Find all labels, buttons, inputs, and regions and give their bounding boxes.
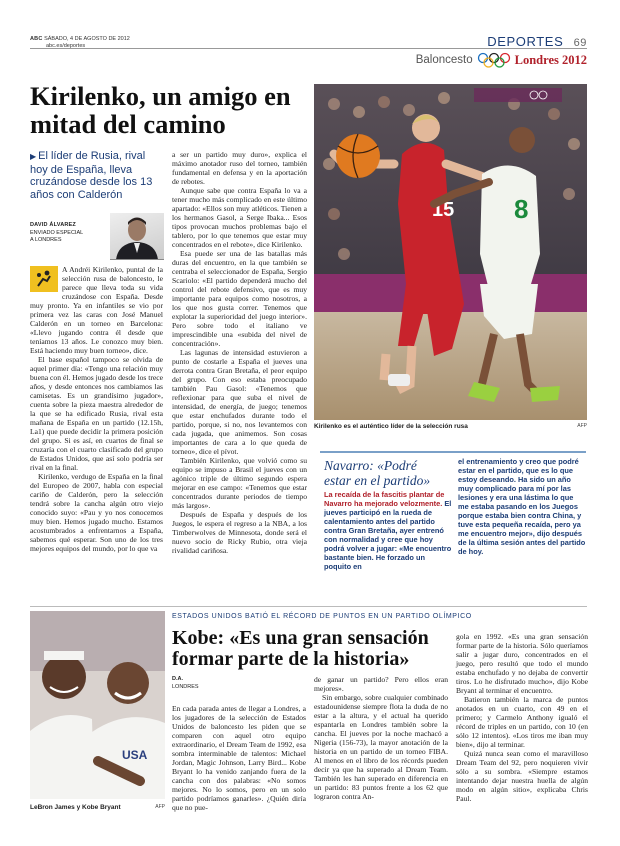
body-paragraph: Aunque sabe que contra España lo va a tener mucho más complicado en este último apartado: «Ellos son muy atléticos. Tienen a los hermanos Gasol, a Serge Ibaka... Esos tipos provocan muchos problemas bajo el tablero, por lo que tenemos que estar muy concentrados en el rebote», dice Kirilenko.: [172, 186, 307, 249]
article-deck: [30, 150, 164, 201]
issue-date: SÁBADO, 4 DE AGOSTO DE 2012: [44, 36, 130, 42]
body-paragraph: Las lagunas de intensidad estuvieron a punto de costarle a España el jueves una derrota contra Gran Bretaña, el peor equipo del grupo. Con eso estaba preocupado también Pau Gasol: «Tenemos que reflexionar para que suba el nivel de intensidad, de energía, de juego; tenemos que estar enchufados durante todo el partido, porque, si no, nos levantemos con cada jugada, que animemos. Son cosas importantes de cara a lo que queda de torneo», dice el pívot.: [172, 348, 307, 456]
author-name: DAVID ÁLVAREZ: [30, 222, 76, 228]
quote-sidebar-column2: el entrenamiento y creo que podré estar en el partido, que es lo que estoy deseando. Ha sido un año muy complicado para mí por las lesiones y era una lástima lo que me estaba pasando en los Juegos porque estaba bien contra China, y tuve esta pequeña recaída, pero ya me encuentro mejor», dijo después de la última sesión antes del partido de hoy.: [458, 457, 586, 556]
article2-column3: [456, 632, 588, 803]
author-role: ENVIADO ESPECIAL: [30, 229, 84, 236]
body-paragraph: Kirilenko, verdugo de España en la final del Europeo de 2007, habla con especial cariño de Calderón, pero la selección tendrá sobre la cancha algún otro viejo conocido suyo: «Pau y yo nos conocemos muy bien. Hemos jugado mucho. Estamos acostumbrados a enfrentarnos a España, sabemos qué esperar. Son uno de los tres mejores equipos del mundo, por lo que va: [30, 472, 163, 553]
top-rule: [30, 48, 587, 49]
article1-column2: [172, 150, 307, 555]
quote-text: El jueves participó en la rueda de calentamiento antes del partido contra Gran Bretaña, ayer entrenó con normalidad y cree que hoy podrá volver a jugar: «Me encuentro bastante bien. He forzado un poquito en: [324, 499, 452, 571]
article1-column1: [30, 265, 163, 553]
olympic-rings-icon: [477, 52, 511, 68]
body-paragraph: de ganar un partido? Pero ellos eran mejores».: [314, 675, 448, 693]
triangle-bullet-icon: ▶: [30, 152, 37, 161]
secondary-photo: [30, 611, 165, 799]
body-paragraph: En cada parada antes de llegar a Londres, a los jugadores de la selección de Estados Unidos de baloncesto les piden que se comparen con aquel otro equipo extraordinario, el Dream Team de 1992, esa sombra interminable de talentos: Michael Jordan, Magic Johnson, Larry Bird... Kobe Bryant lo ha venido zanjando fuera de la cancha con dos palabras: «No somos mejores. No lo somos, pero en un solo partido podríamos ganarles». ¿Quién diría que no pue-: [172, 704, 306, 812]
quote-sidebar-column1: [324, 490, 452, 571]
photo-credit: AFP: [155, 804, 165, 810]
photo-credit: AFP: [577, 423, 587, 429]
brand-name: ABC: [30, 36, 43, 42]
section-separator: [30, 606, 587, 607]
article2-column1: [172, 704, 306, 812]
players-portrait-photo: [30, 611, 165, 799]
body-paragraph: Quizá nunca sean como el maravilloso Dream Team del 92, pero noquieren vivir sólo a su sombra. «Siempre estamos intentando dejar nuestra huella de algún modo en algún sitio», explicaba Chris Paul.: [456, 749, 588, 803]
body-paragraph: A Andréi Kirilenko, puntal de la selección rusa de baloncesto, le parece que lleva toda su vida cruzándose con España. Desde muy pronto. Ya en infantiles se vio por primera vez las caras con José Manuel Calderón en un torneo en Barcelona: «Llevo jugando contra él desde que teníamos 13 años. Le conozco muy bien. Está haciendo muy buen torneo», dice.: [30, 265, 163, 355]
event-name: Londres 2012: [514, 52, 587, 67]
author-name: D.A.: [172, 676, 183, 682]
deck-text: El líder de Rusia, rival hoy de España, lleva cruzándose desde los 13 años con Calderón: [30, 150, 153, 201]
page-number: 69: [573, 37, 587, 49]
article2-kicker: ESTADOS UNIDOS BATIÓ EL RÉCORD DE PUNTOS EN UN PARTIDO OLÍMPICO: [172, 613, 472, 620]
body-paragraph: Esa puede ser una de las batallas más duras del encuentro, en la que también se centraba el seleccionador de España, Sergio Scariolo: «El partido dependerá mucho del control del rebote defensivo, que es muy importante para equipos como nosotros, a los que nos gusta correr. Tenemos que explotar la superioridad del juego interior». Pero sobre todo el italiano ve imprescindible una «subida del nivel de concentración».: [172, 249, 307, 348]
section-url: abc.es/deportes: [46, 42, 86, 49]
quote-lead: La recaída de la fascitis plantar de Navarro ha mejorado velozmente.: [324, 490, 445, 508]
jersey-number-russia: 15: [432, 199, 455, 221]
secondary-photo-caption: [30, 804, 165, 811]
svg-text:USA: USA: [122, 748, 148, 762]
body-paragraph: gola en 1992. «Es una gran sensación formar parte de la historia. Sólo queríamos salir a jugar duro, concentrados en el juego, pero resultó que todo el mundo estaba enchufado y no dejaba de convertir tiros. Lo he disfrutado mucho», dijo Kobe Bryant al terminar el encuentro.: [456, 632, 588, 695]
body-paragraph: Después de España y después de los Juegos, le espera el regreso a la NBA, a los Timberwolves de Minnesota, donde será el nuevo socio de Ricky Rubio, otra vieja rivalidad cariñosa.: [172, 510, 307, 555]
basketball-action-photo: [314, 84, 587, 420]
body-paragraph: Sin embargo, sobre cualquier combinado estadounidense siempre flota la duda de no estar a la altura, y el actual ha querido espantarla en Londres también sobre la cancha. El jueves por la noche machacó a Nigeria (156-73), la mayor anotación de la historia en un partido de un torneo FIBA. Al menos en el libro de los récords pueden decir ya que ha superado al Dream Team. También les han superado en diferencia en un partido: 83 puntos frente a los 62 que lograron contra An-: [314, 693, 448, 801]
article2-column2: [314, 675, 448, 801]
quote-sidebar-title: Navarro: «Podré estar en el partido»: [324, 458, 431, 488]
body-paragraph: También Kirilenko, que volvió como su equipo se impuso a Brasil el jueves con un agónico triple de último segundo espera mejorar en ese campo: «Tenemos que estar concentrados durante periodos de tiempo más largos».: [172, 456, 307, 510]
main-photo-caption: [314, 423, 587, 430]
jersey-number-brazil: 8: [514, 194, 529, 224]
body-paragraph: Batieron también la marca de puntos anotados en un cuarto, con 49 en el primero; y Carmelo Anthony igualó el récord de triples en un partido, con 10 (en sólo 12 intentos). «Los tiros me iban muy bien», dijo al terminar.: [456, 695, 588, 749]
body-paragraph: a ser un partido muy duro», explica el máximo anotador ruso del torneo, también fundamental en defensa y en la aportación de rebotes.: [172, 150, 307, 186]
author-location: A LONDRES: [30, 237, 62, 243]
author-portrait: [110, 213, 164, 260]
article2-byline: [172, 676, 199, 691]
body-paragraph: El base español tampoco se olvida de aquel primer día: «Tengo una relación muy buena con él. Hemos jugado desde los trece años, y desde entonces nos cambiamos las camisetas. Es un grandísimo jugador», cuenta sobre la pieza maestra alrededor de la que se ha edificado Rusia, rival esta mañana de España en un partido (12.15h, La1) que puede decidir la primera posición del grupo. Si es así, en cuartos de final se cruzaría con el cuarto clasificado del grupo de Estados Unidos, que así solo podría ser rival en la final.: [30, 355, 163, 472]
caption-text: LeBron James y Kobe Bryant: [30, 804, 121, 811]
article2-headline: Kobe: «Es una gran sensación formar parte de la historia»: [172, 627, 429, 670]
caption-text: Kirilenko es el auténtico líder de la selección rusa: [314, 423, 468, 430]
subsection-header: [416, 52, 587, 68]
sport-basketball-icon: [30, 266, 58, 292]
author-location: LONDRES: [172, 683, 199, 690]
subsection-title: Baloncesto: [415, 54, 473, 66]
author-portrait-icon: [110, 213, 164, 260]
main-photo: [314, 84, 587, 420]
section-header: [487, 34, 587, 49]
main-headline: Kirilenko, un amigo en mitad del camino: [30, 81, 291, 139]
quote-sidebar: [320, 451, 586, 583]
author-byline: [30, 222, 83, 245]
section-title: DEPORTES: [487, 34, 564, 49]
